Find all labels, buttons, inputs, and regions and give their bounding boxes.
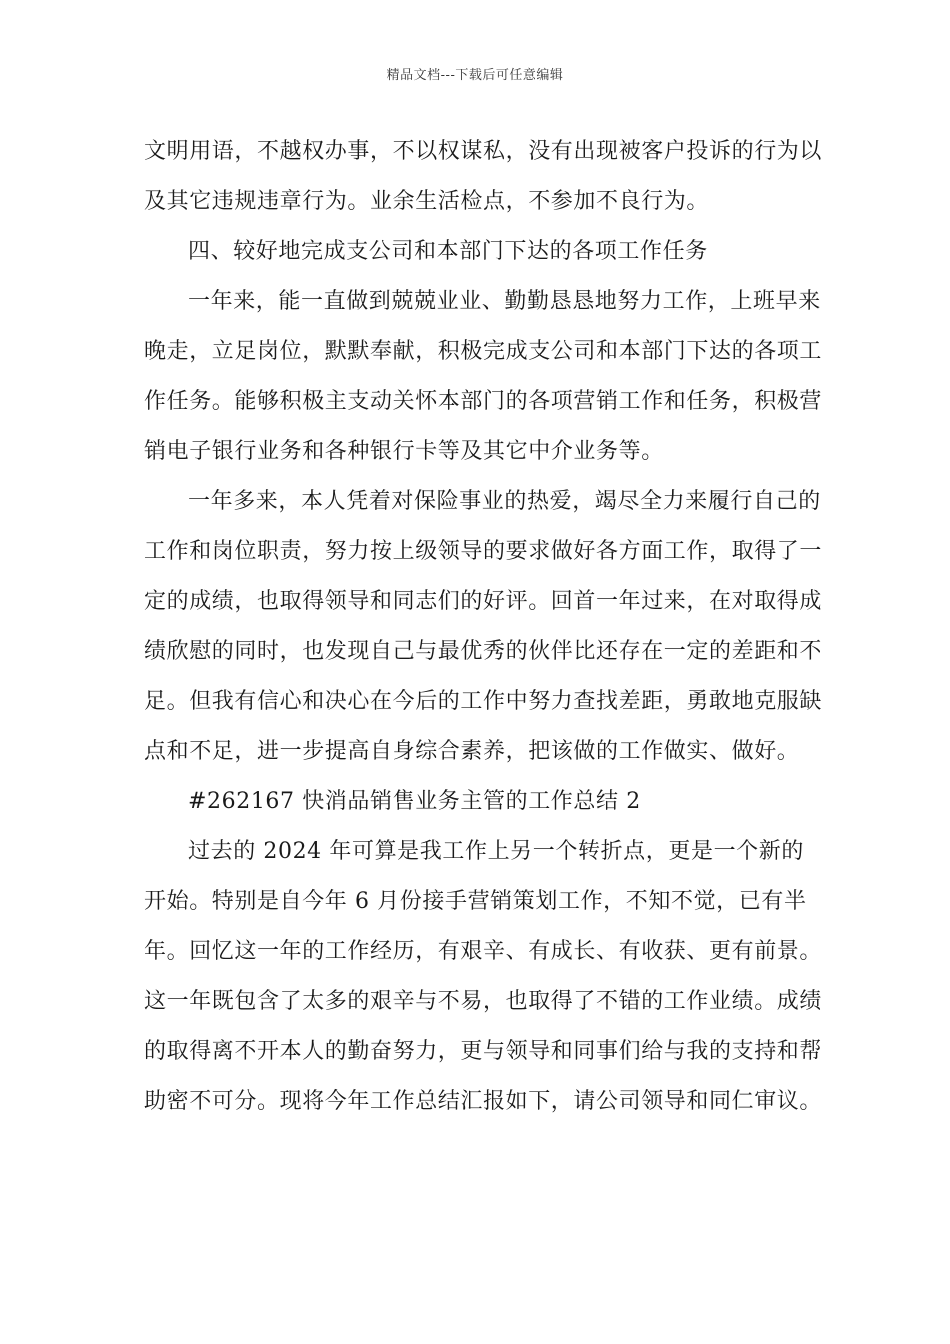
paragraph-3: 一年多来，本人凭着对保险事业的热爱，竭尽全力来履行自己的工作和岗位职责，努力按上级领导的要求做好各方面工作，取得了一定的成绩，也取得领导和同志们的好评。回首一年过来，在对取得成绩欣慰的同时，也发现自己与最优秀的伙伴比还存在一定的差距和不足。但我有信心和决心在今后的工作中努力查找差距，勇敢地克服缺点和不足，进一步提高自身综合素养，把该做的工作做实、做好。 [144,489,823,764]
paragraph-1: 文明用语，不越权办事，不以权谋私，没有出现被客户投诉的行为以及其它违规违章行为。业余生活检点，不参加不良行为。 [144,139,823,214]
page-header: 精品文档---下载后可任意编辑 [386,68,564,83]
document-body [144,127,824,1127]
document-title-2: #262167 快消品销售业务主管的工作总结 2 [188,789,641,814]
paragraph-2: 一年来，能一直做到兢兢业业、勤勤恳恳地努力工作，上班早来晚走，立足岗位，默默奉献，积极完成支公司和本部门下达的各项工作任务。能够积极主支动关怀本部门的各项营销工作和任务，积极营销电子银行业务和各种银行卡等及其它中介业务等。 [144,289,823,464]
paragraph-4: 过去的 2024 年可算是我工作上另一个转折点，更是一个新的开始。特别是自今年 6 月份接手营销策划工作，不知不觉，已有半年。回忆这一年的工作经历，有艰辛、有成长、有收获、更有前景。这一年既包含了太多的艰辛与不易，也取得了不错的工作业绩。成绩的取得离不开本人的勤奋努力，更与领导和同事们给与我的支持和帮助密不可分。现将今年工作总结汇报如下，请公司领导和同仁审议。 [144,839,823,1114]
section-heading-4: 四、较好地完成支公司和本部门下达的各项工作任务 [188,239,708,264]
